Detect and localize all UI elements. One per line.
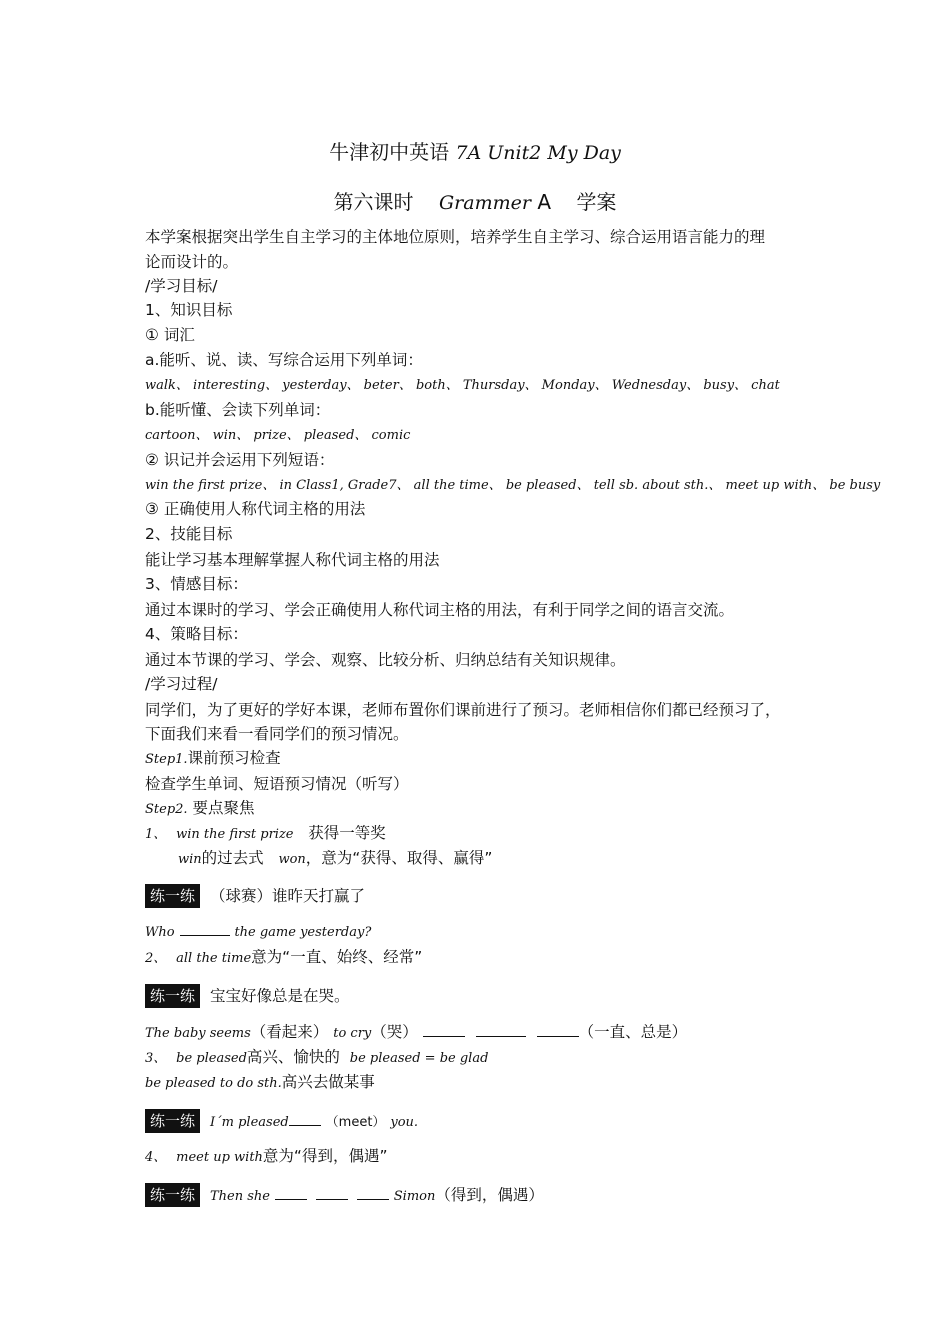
subtitle-a: A xyxy=(537,190,551,214)
item4-en: meet up with xyxy=(176,1150,263,1165)
item-3 xyxy=(145,1047,488,1069)
page-title xyxy=(0,136,950,165)
pronoun-goal: ③ 正确使用人称代词主格的用法 xyxy=(145,500,366,518)
vocab-b-words: cartoon、 win、 prize、 pleased、 comic xyxy=(145,428,411,443)
vocab-heading: ① 词汇 xyxy=(145,326,195,344)
title-cn: 牛津初中英语 xyxy=(329,140,450,164)
practice-1 xyxy=(145,884,365,908)
practice-4 xyxy=(145,1183,544,1208)
subtitle-cn: 第六课时 xyxy=(333,190,414,214)
intro-line-1: 本学案根据突出学生自主学习的主体地位原则，培养学生自主学习、综合运用语言能力的理 xyxy=(145,228,766,246)
practice-tag: 练一练 xyxy=(145,884,200,908)
practice-3 xyxy=(145,1109,418,1134)
step1-cn: 课前预习检查 xyxy=(187,749,281,767)
subtitle-en: Grammer xyxy=(439,192,531,214)
process-line-2: 下面我们来看一看同学们的预习情况。 xyxy=(145,725,409,743)
item-4 xyxy=(145,1146,387,1168)
item-2 xyxy=(145,947,422,969)
goals-heading: /学习目标/ xyxy=(145,277,218,295)
phrases-list: win the first prize、 in Class1, Grade7、 all the time、 be pleased、 tell sb. about sth.、 meet up with、 be busy xyxy=(145,478,881,493)
knowledge-goal: 1、知识目标 xyxy=(145,301,233,319)
step1-heading xyxy=(145,748,281,770)
answer-blank[interactable] xyxy=(476,1022,526,1037)
ex1-en-b: the game yesterday? xyxy=(234,925,372,940)
emotion-goal: 3、情感目标： xyxy=(145,575,248,593)
ex2-cn-c: （一直、总是） xyxy=(578,1023,688,1041)
ex4-en-b: Simon xyxy=(393,1189,436,1204)
ex3-en-a: I´m pleased xyxy=(210,1115,289,1130)
ex2-en-b: to cry xyxy=(333,1026,372,1041)
ex2-cn-a: （看起来） xyxy=(250,1023,329,1041)
step2-en: Step2. xyxy=(145,802,188,817)
phrases-heading: ② 识记并会运用下列短语： xyxy=(145,451,335,469)
item1b-en: win xyxy=(178,852,202,867)
item3-num: 3、 xyxy=(145,1051,167,1066)
ex1-en-a: Who xyxy=(145,925,175,940)
item-1 xyxy=(145,823,386,845)
practice-2 xyxy=(145,984,350,1008)
vocab-b-heading: b.能听懂、会读下列单词： xyxy=(145,401,331,419)
item1b-cn2: ，意为“获得、取得、赢得” xyxy=(305,849,493,867)
item1b-cn: 的过去式 xyxy=(201,849,264,867)
ex3-en-b: you. xyxy=(390,1115,419,1130)
emotion-text: 通过本课时的学习、学会正确使用人称代词主格的用法，有利于同学之间的语言交流。 xyxy=(145,601,735,619)
answer-blank[interactable] xyxy=(316,1185,348,1200)
answer-blank[interactable] xyxy=(537,1022,579,1037)
answer-blank[interactable] xyxy=(357,1185,389,1200)
practice-tag: 练一练 xyxy=(145,1109,200,1133)
practice-tag: 练一练 xyxy=(145,1183,200,1207)
page-subtitle xyxy=(0,186,950,215)
subtitle-end: 学案 xyxy=(576,190,617,214)
item-3-note xyxy=(145,1072,375,1094)
item1-num: 1、 xyxy=(145,827,167,842)
item2-en: all the time xyxy=(176,951,252,966)
intro-line-2: 论而设计的。 xyxy=(145,253,239,271)
practice-2-cn: 宝宝好像总是在哭。 xyxy=(210,987,350,1005)
step2-heading xyxy=(145,798,255,820)
strategy-text: 通过本节课的学习、学会、观察、比较分析、归纳总结有关知识规律。 xyxy=(145,651,626,669)
item2-num: 2、 xyxy=(145,951,167,966)
item3-cn: 高兴、愉快的 xyxy=(246,1048,340,1066)
ex4-cn: （得到，偶遇） xyxy=(435,1186,544,1204)
process-line-1: 同学们，为了更好的学好本课，老师布置你们课前进行了预习。老师相信你们都已经预习了， xyxy=(145,701,781,719)
process-heading: /学习过程/ xyxy=(145,675,218,693)
vocab-a-heading: a.能听、说、读、写综合运用下列单词： xyxy=(145,351,423,369)
strategy-goal: 4、策略目标： xyxy=(145,625,248,643)
item1-cn: 获得一等奖 xyxy=(308,824,386,842)
practice-1-cn: （球赛）谁昨天打赢了 xyxy=(210,887,366,905)
item3b-cn: 高兴去做某事 xyxy=(281,1073,375,1091)
ex2-cn-b: （哭） xyxy=(371,1023,418,1041)
item-1-note xyxy=(178,848,492,870)
practice-tag: 练一练 xyxy=(145,984,200,1008)
ex3-cn: （meet） xyxy=(325,1115,386,1130)
practice-2-sentence xyxy=(145,1022,687,1044)
item3-en2: be pleased = be glad xyxy=(349,1051,489,1066)
item4-num: 4、 xyxy=(145,1150,167,1165)
item2-cn: 意为“一直、始终、经常” xyxy=(251,948,423,966)
item3b-en: be pleased to do sth. xyxy=(145,1076,282,1091)
step2-cn: 要点聚焦 xyxy=(192,799,255,817)
answer-blank[interactable] xyxy=(289,1111,321,1126)
ex2-en-a: The baby seems xyxy=(145,1026,251,1041)
step1-text: 检查学生单词、短语预习情况（听写） xyxy=(145,775,409,793)
item4-cn: 意为“得到，偶遇” xyxy=(262,1147,388,1165)
answer-blank[interactable] xyxy=(275,1185,307,1200)
vocab-a-words: walk、 interesting、 yesterday、 beter、 both、 Thursday、 Monday、 Wednesday、 busy、 chat xyxy=(145,378,780,393)
answer-blank[interactable] xyxy=(180,921,230,936)
practice-1-sentence xyxy=(145,921,371,943)
item1b-en2: won xyxy=(278,852,306,867)
answer-blank[interactable] xyxy=(423,1022,465,1037)
skill-text: 能让学习基本理解掌握人称代词主格的用法 xyxy=(145,551,440,569)
item3-en: be pleased xyxy=(176,1051,247,1066)
item1-en: win the first prize xyxy=(176,827,294,842)
title-en: 7A Unit2 My Day xyxy=(455,142,621,164)
ex4-en-a: Then she xyxy=(210,1189,270,1204)
skill-goal: 2、技能目标 xyxy=(145,525,233,543)
step1-en: Step1. xyxy=(145,752,188,767)
